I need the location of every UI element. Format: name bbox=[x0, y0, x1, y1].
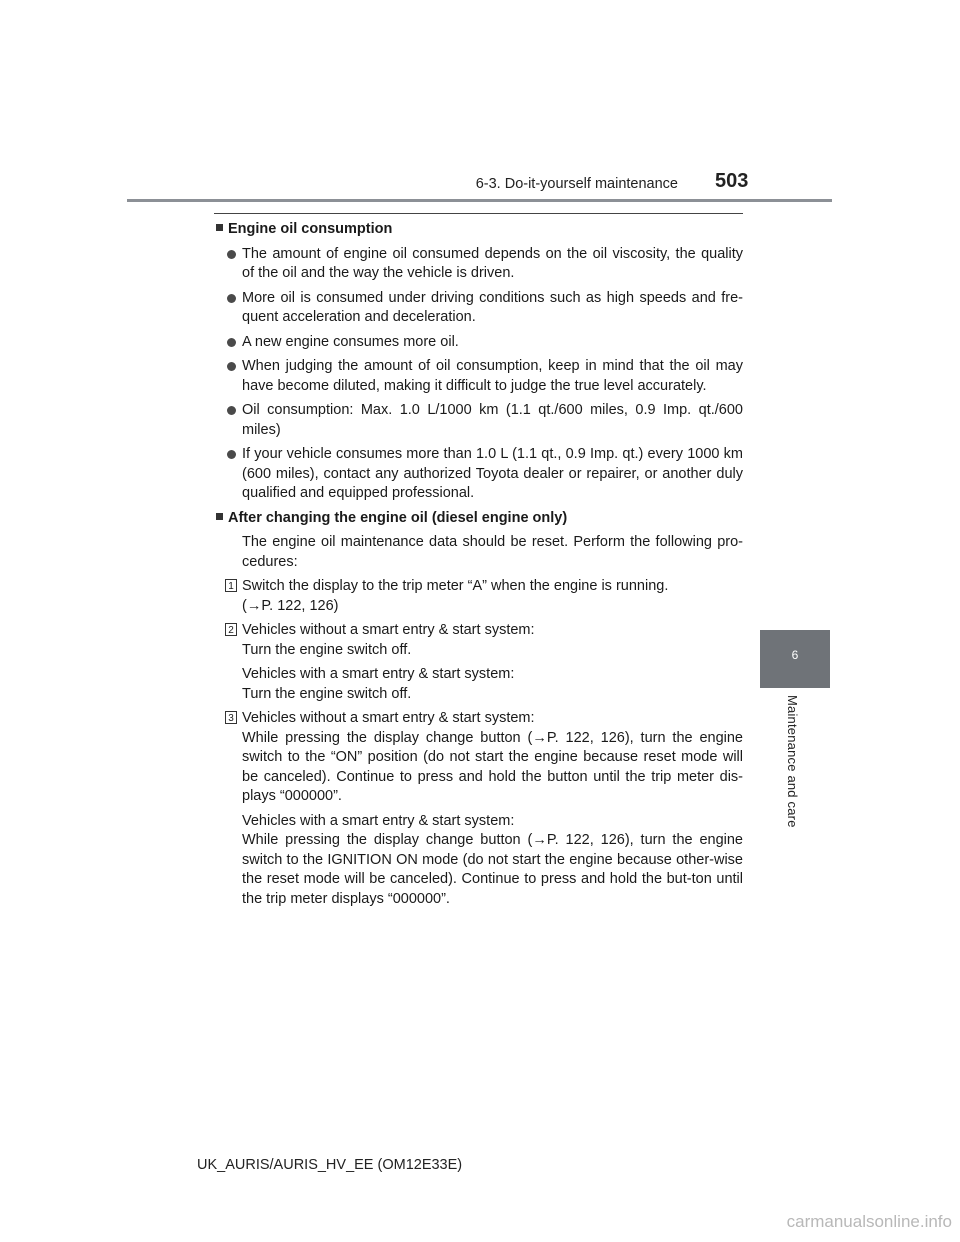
step-paragraph: Vehicles with a smart entry & start system: While pressing the display change button (→P. 122, 126), turn the engine switch to the IGNITION ON mode (do not start the engine because other-wise the reset mode will be canceled). Continue to press and hold the but-ton until the trip meter displays “000000”. bbox=[242, 812, 743, 907]
bullet-list bbox=[214, 245, 743, 504]
procedure-step bbox=[214, 577, 743, 616]
list-item: More oil is consumed under driving conditions such as high speeds and fre-quent acceleration and deceleration. bbox=[214, 289, 743, 328]
content-divider bbox=[214, 213, 743, 214]
step-number-badge: 1 bbox=[225, 579, 237, 592]
step-paragraph: Vehicles without a smart entry & start system: While pressing the display change button (→P. 122, 126), turn the engine switch to the “ON” position (do not start the engine because reset mode will be canceled). Continue to press and hold the button until the trip meter dis-plays “000000”. bbox=[242, 710, 743, 804]
list-item: Oil consumption: Max. 1.0 L/1000 km (1.1 qt./600 miles, 0.9 Imp. qt./600 miles) bbox=[214, 401, 743, 440]
page-number: 503 bbox=[715, 170, 749, 192]
step-paragraph: Vehicles with a smart entry & start system: Turn the engine switch off. bbox=[242, 666, 515, 702]
section-title: 6-3. Do-it-yourself maintenance bbox=[475, 176, 678, 192]
list-item: If your vehicle consumes more than 1.0 L (1.1 qt., 0.9 Imp. qt.) every 1000 km (600 miles), contact any authorized Toyota dealer or repairer, or another duly qualified and equipped professional. bbox=[214, 445, 743, 504]
step-paragraph: Vehicles without a smart entry & start system: Turn the engine switch off. bbox=[242, 622, 535, 658]
bullet-dot-icon bbox=[227, 406, 236, 415]
page-header bbox=[0, 0, 960, 210]
step-number-badge: 3 bbox=[225, 711, 237, 724]
bullet-dot-icon bbox=[227, 338, 236, 347]
section-heading: After changing the engine oil (diesel engine only) bbox=[214, 509, 743, 529]
section-heading: Engine oil consumption bbox=[214, 220, 743, 240]
bullet-dot-icon bbox=[227, 250, 236, 259]
chapter-tab bbox=[760, 630, 830, 688]
page-content bbox=[214, 220, 743, 914]
section-intro: The engine oil maintenance data should be reset. Perform the following pro-cedures: bbox=[242, 534, 743, 570]
square-bullet-icon bbox=[216, 224, 223, 231]
model-code: UK_AURIS/AURIS_HV_EE (OM12E33E) bbox=[197, 1157, 463, 1173]
square-bullet-icon bbox=[216, 513, 223, 520]
bullet-dot-icon bbox=[227, 362, 236, 371]
chapter-label: Maintenance and care bbox=[785, 695, 800, 828]
bullet-dot-icon bbox=[227, 450, 236, 459]
list-item: The amount of engine oil consumed depends on the oil viscosity, the quality of the oil and the way the vehicle is driven. bbox=[214, 245, 743, 284]
site-watermark: carmanualsonline.info bbox=[786, 1212, 952, 1231]
step-number-badge: 2 bbox=[225, 623, 237, 636]
procedure-step bbox=[214, 709, 743, 909]
list-item: When judging the amount of oil consumption, keep in mind that the oil may have become diluted, making it difficult to judge the true level accurately. bbox=[214, 357, 743, 396]
chapter-number: 6 bbox=[791, 648, 799, 662]
step-paragraph: Switch the display to the trip meter “A” when the engine is running. (→P. 122, 126) bbox=[242, 578, 669, 614]
list-item: A new engine consumes more oil. bbox=[214, 333, 743, 353]
bullet-dot-icon bbox=[227, 294, 236, 303]
header-rule bbox=[127, 199, 832, 202]
procedure-step bbox=[214, 621, 743, 704]
